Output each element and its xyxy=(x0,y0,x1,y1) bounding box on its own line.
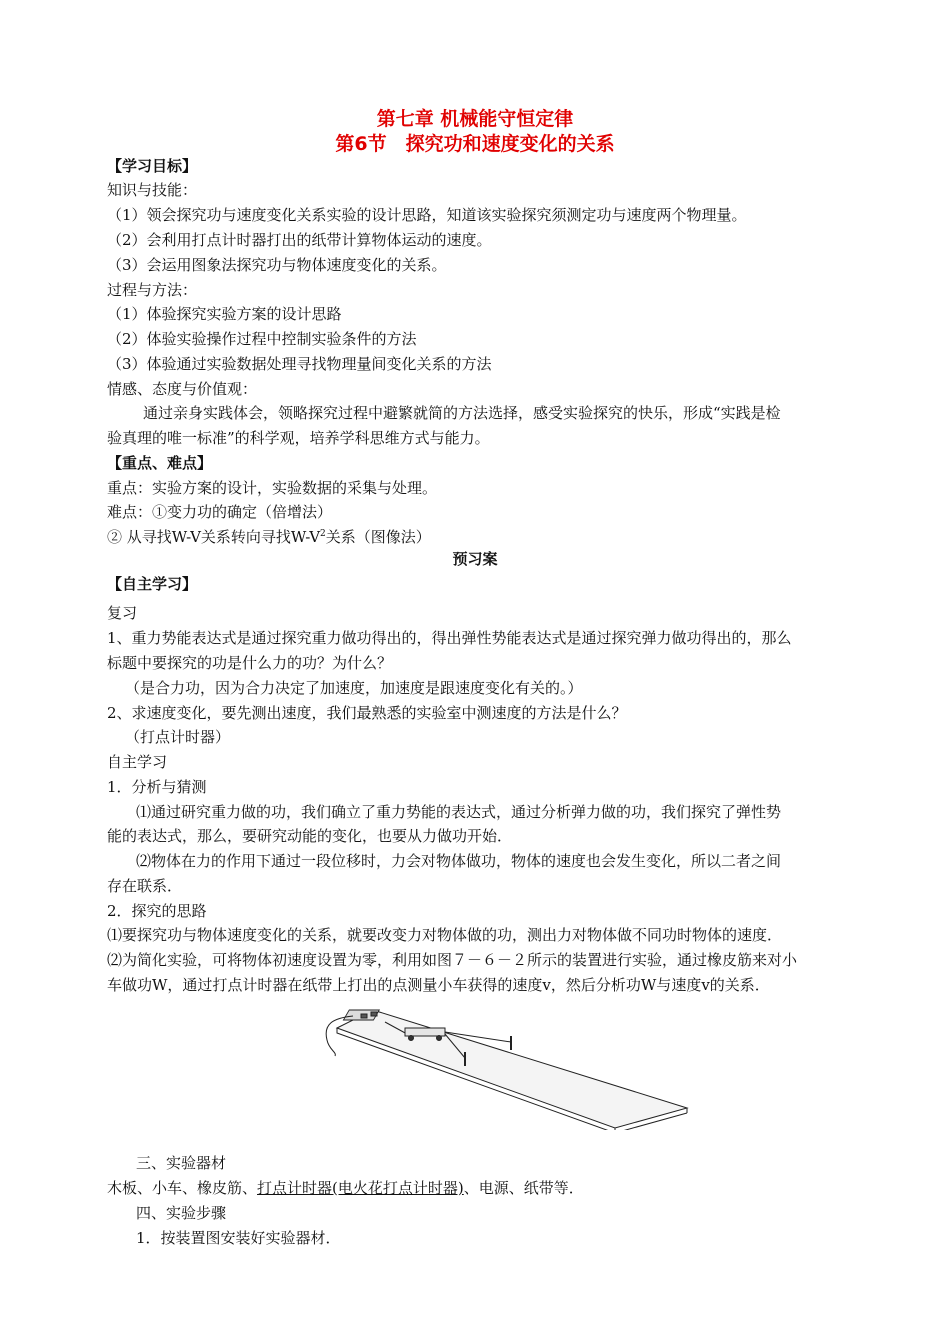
idea-text-3: 车做功W，通过打点计时器在纸带上打出的点测量小车获得的速度v，然后分析功W与速度v的关系． xyxy=(107,976,770,994)
step-analysis: 1．分析与猜测 xyxy=(107,778,207,796)
idea-text-1: ⑴要探究功与物体速度变化的关系，就要改变力对物体做的功，测出力对物体做不同功时物体的速度． xyxy=(107,926,783,944)
review-label: 复习 xyxy=(107,604,138,622)
process-item-2: （2）体验实验操作过程中控制实验条件的方法 xyxy=(107,330,417,348)
section-title: 第6节 探究功和速度变化的关系 xyxy=(335,133,615,155)
equipment-list: 木板、小车、橡皮筋、打点计时器(电火花打点计时器)、电源、纸带等． xyxy=(107,1179,584,1197)
question-1b: 标题中要探究的功是什么力的功？为什么？ xyxy=(107,654,393,672)
attitude-text-2: 验真理的唯一标准”的科学观，培养学科思维方式与能力。 xyxy=(107,429,490,447)
timer-underlined: 打点计时器(电火花打点计时器) xyxy=(257,1179,464,1197)
steps-heading: 四、实验步骤 xyxy=(136,1204,227,1222)
process-item-3: （3）体验通过实验数据处理寻找物理量间变化关系的方法 xyxy=(107,355,492,373)
idea-text-2: ⑵为简化实验，可将物体初速度设置为零，利用如图７－６－２所示的装置进行实验，通过橡皮筋来对小 xyxy=(107,951,798,969)
analysis-text-1: ⑴通过研究重力做的功，我们确立了重力势能的表达式，通过分析弹力做的功，我们探究了弹性势 xyxy=(136,803,782,821)
answer-1: （是合力功，因为合力决定了加速度，加速度是跟速度变化有关的。） xyxy=(125,679,583,697)
equipment-heading: 三、实验器材 xyxy=(136,1154,227,1172)
step-idea: 2．探究的思路 xyxy=(107,902,207,920)
knowledge-item-3: （3）会运用图象法探究功与物体速度变化的关系。 xyxy=(107,256,447,274)
knowledge-label: 知识与技能： xyxy=(107,181,198,199)
process-label: 过程与方法： xyxy=(107,281,198,299)
analysis-text-3: ⑵物体在力的作用下通过一段位移时，力会对物体做功，物体的速度也会发生变化，所以二者之间 xyxy=(136,852,782,870)
process-item-1: （1）体验探究实验方案的设计思路 xyxy=(107,305,342,323)
analysis-text-4: 存在联系． xyxy=(107,877,183,895)
analysis-text-2: 能的表达式，那么，要研究动能的变化，也要从力做功开始． xyxy=(107,827,513,845)
attitude-label: 情感、态度与价值观： xyxy=(107,380,258,398)
difficult-point-2: ② 从寻找W-V关系转向寻找$W-V^2$关系（图像法） xyxy=(107,528,431,546)
attitude-text-1: 通过亲身实践体会，领略探究过程中避繁就简的方法选择，感受实验探究的快乐，形成“实践是检 xyxy=(143,404,781,422)
question-2: 2、求速度变化，要先测出速度，我们最熟悉的实验室中测速度的方法是什么？ xyxy=(107,704,627,722)
knowledge-item-2: （2）会利用打点计时器打出的纸带计算物体运动的速度。 xyxy=(107,231,492,249)
goals-heading: 【学习目标】 xyxy=(107,157,198,175)
preview-title: 预习案 xyxy=(452,550,498,568)
self-study-label: 自主学习 xyxy=(107,753,168,771)
question-1a: 1、重力势能表达式是通过探究重力做功得出的，得出弹性势能表达式是通过探究弹力做功得出的，那么 xyxy=(107,629,792,647)
apparatus-figure xyxy=(315,1000,695,1130)
step-1: 1．按装置图安装好实验器材． xyxy=(136,1229,341,1247)
answer-2: （打点计时器） xyxy=(125,728,231,746)
keypoints-heading: 【重点、难点】 xyxy=(107,454,213,472)
knowledge-item-1: （1）领会探究功与速度变化关系实验的设计思路，知道该实验探究须测定功与速度两个物理量。 xyxy=(107,206,747,224)
chapter-title: 第七章 机械能守恒定律 xyxy=(376,108,574,130)
self-study-heading: 【自主学习】 xyxy=(107,575,198,593)
difficult-point-1: 难点：①变力功的确定（倍增法） xyxy=(107,503,333,521)
key-point: 重点：实验方案的设计，实验数据的采集与处理。 xyxy=(107,479,438,497)
